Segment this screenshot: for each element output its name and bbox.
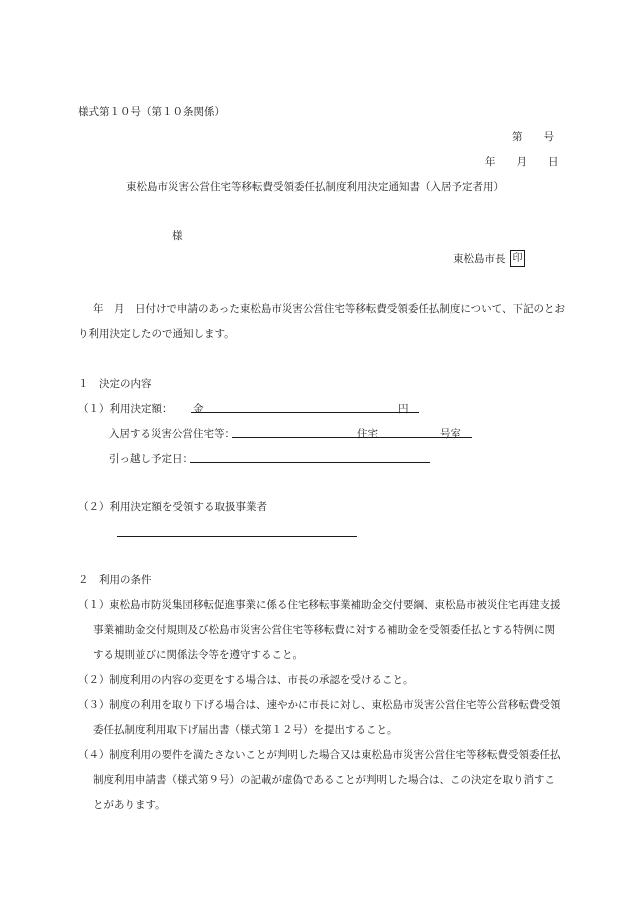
section-2-heading: ２ 利用の条件 [78, 574, 152, 586]
moving-date-label: 引っ越し予定日： [109, 453, 193, 465]
business-operator-label: （２）利用決定額を受領する取扱事業者 [78, 501, 267, 513]
condition-line: 制度の利用を取り下げる場合は、速やかに市長に対し、東松島市災害公営住宅等公営移転費受領 [109, 699, 561, 711]
seal-box: 印 [510, 250, 525, 267]
condition-line: 制度利用の内容の変更をする場合は、市長の承認を受けること。 [109, 674, 414, 686]
housing-underline [232, 437, 472, 438]
decision-amount-underline [191, 412, 419, 413]
amount-suffix: 円 [398, 403, 409, 415]
housing-unit: 住宅 [357, 428, 378, 440]
housing-label: 入居する災害公営住宅等： [109, 428, 235, 440]
issuer-name: 東松島市長 [453, 253, 506, 265]
section-1-heading: １ 決定の内容 [78, 378, 152, 390]
condition-line: 事業補助金交付規則及び松島市災害公営住宅等移転費に対する補助金を受領委任払とする特例に関 [93, 624, 555, 636]
condition-line: 委任払制度利用取下げ届出書（様式第１２号）を提出すること。 [93, 724, 398, 736]
form-number: 様式第１０号（第１０条関係） [78, 106, 225, 118]
addressee-suffix: 様 [172, 230, 183, 242]
condition-number: （２） [78, 674, 110, 686]
condition-line: 東松島市防災集団移転促進事業に係る住宅移転事業補助金交付要綱、東松島市被災住宅再建支援 [109, 599, 561, 611]
condition-line: とがあります。 [93, 799, 166, 811]
moving-date-underline [190, 462, 430, 463]
intro-line-2: り利用決定したので通知します。 [78, 328, 235, 340]
condition-line: する規則並びに関係法令等を遵守すること。 [93, 649, 303, 661]
document-number: 第 号 [512, 131, 554, 143]
condition-number: （１） [78, 599, 110, 611]
condition-number: （４） [78, 749, 110, 761]
document-date: 年 月 日 [485, 156, 559, 168]
decision-amount-label: （１）利用決定額： [78, 403, 173, 415]
condition-line: 制度利用の要件を満たさないことが判明した場合又は東松島市災害公営住宅等移転費受領委任払 [109, 749, 561, 761]
intro-line-1: 年 月 日付けで申請のあった東松島市災害公営住宅等移転費受領委任払制度について、下記のとお [93, 303, 565, 315]
condition-line: 制度利用申請書（様式第９号）の記載が虚偽であることが判明した場合は、この決定を取り消すこ [93, 774, 555, 786]
room-unit: 号室 [440, 428, 461, 440]
condition-number: （３） [78, 699, 110, 711]
amount-prefix: 金 [193, 403, 204, 415]
business-operator-underline [117, 536, 357, 537]
document-title: 東松島市災害公営住宅等移転費受領委任払制度利用決定通知書（入居予定者用） [126, 181, 504, 193]
